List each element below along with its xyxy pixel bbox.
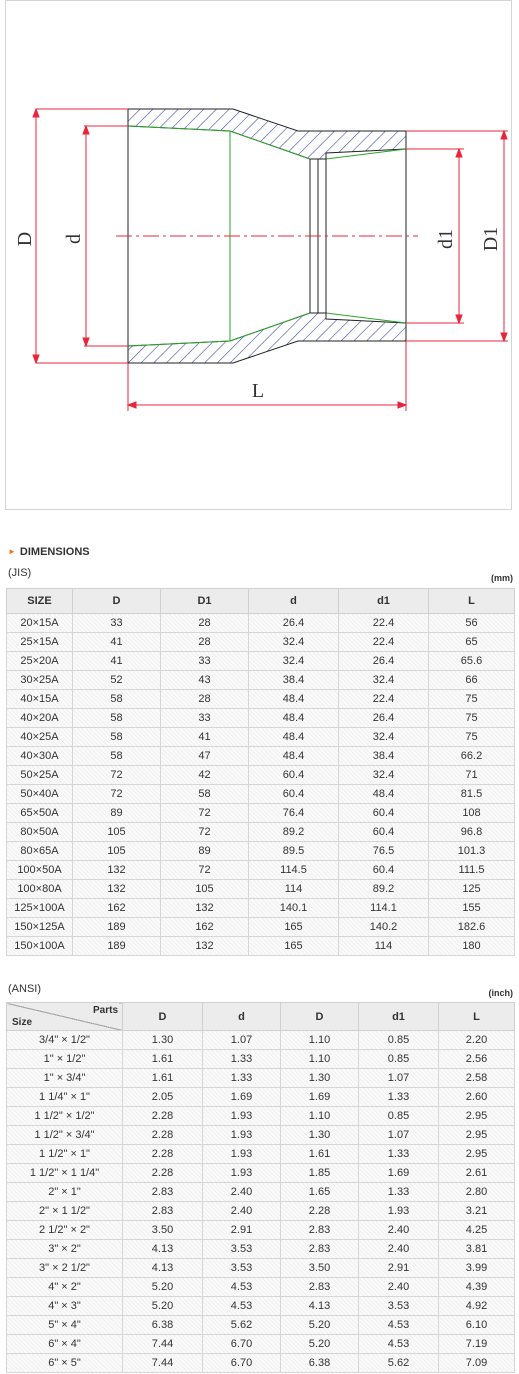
value-cell: 76.4 (249, 804, 339, 823)
value-cell: 48.4 (249, 728, 339, 747)
value-cell: 1.65 (281, 1183, 359, 1202)
table-row (7, 861, 515, 880)
value-cell: 1.33 (203, 1050, 281, 1069)
label-D1: D1 (480, 226, 502, 252)
table-row (7, 1278, 515, 1297)
value-cell: 1.33 (359, 1183, 439, 1202)
size-cell: 1 1/2" × 1 1/4" (7, 1164, 123, 1183)
value-cell: 1.69 (359, 1164, 439, 1183)
size-cell: 125×100A (7, 899, 73, 918)
value-cell: 28 (161, 690, 249, 709)
value-cell: 1.93 (203, 1145, 281, 1164)
ansi-unit: (inch) (488, 988, 513, 998)
value-cell: 6.10 (439, 1316, 515, 1335)
table-row (7, 1316, 515, 1335)
value-cell: 32.4 (249, 633, 339, 652)
value-cell: 28 (161, 633, 249, 652)
value-cell: 38.4 (339, 747, 429, 766)
size-cell: 50×40A (7, 785, 73, 804)
jis-unit: (mm) (491, 573, 513, 583)
value-cell: 3.99 (439, 1259, 515, 1278)
table-row (7, 842, 515, 861)
value-cell: 41 (73, 633, 161, 652)
value-cell: 7.44 (123, 1335, 203, 1354)
value-cell: 2.83 (281, 1240, 359, 1259)
value-cell: 189 (73, 918, 161, 937)
value-cell: 43 (161, 671, 249, 690)
value-cell: 132 (73, 861, 161, 880)
value-cell: 101.3 (429, 842, 515, 861)
table-row (7, 1164, 515, 1183)
triangle-bullet-icon: ► (8, 547, 16, 556)
value-cell: 4.13 (123, 1259, 203, 1278)
value-cell: 4.53 (359, 1335, 439, 1354)
value-cell: 1.33 (359, 1088, 439, 1107)
upper-wall (128, 109, 406, 159)
value-cell: 38.4 (249, 671, 339, 690)
value-cell: 114 (249, 880, 339, 899)
value-cell: 105 (73, 842, 161, 861)
value-cell: 2.28 (123, 1126, 203, 1145)
value-cell: 2.40 (359, 1221, 439, 1240)
value-cell: 48.4 (339, 785, 429, 804)
value-cell: 114.1 (339, 899, 429, 918)
value-cell: 32.4 (339, 671, 429, 690)
value-cell: 2.80 (439, 1183, 515, 1202)
value-cell: 125 (429, 880, 515, 899)
value-cell: 0.85 (359, 1107, 439, 1126)
value-cell: 3.53 (203, 1259, 281, 1278)
value-cell: 165 (249, 918, 339, 937)
size-cell: 3" × 2" (7, 1240, 123, 1259)
value-cell: 60.4 (249, 785, 339, 804)
value-cell: 71 (429, 766, 515, 785)
value-cell: 6.38 (281, 1354, 359, 1373)
value-cell: 32.4 (339, 728, 429, 747)
value-cell: 1.93 (203, 1126, 281, 1145)
value-cell: 1.61 (123, 1050, 203, 1069)
value-cell: 22.4 (339, 633, 429, 652)
value-cell: 4.25 (439, 1221, 515, 1240)
table-row (7, 1221, 515, 1240)
table-row (7, 1126, 515, 1145)
value-cell: 60.4 (249, 766, 339, 785)
value-cell: 48.4 (249, 709, 339, 728)
jis-header-cell: D1 (161, 589, 249, 614)
value-cell: 65.6 (429, 652, 515, 671)
value-cell: 3.53 (359, 1297, 439, 1316)
value-cell: 3.53 (203, 1240, 281, 1259)
size-cell: 1" × 1/2" (7, 1050, 123, 1069)
value-cell: 89 (73, 804, 161, 823)
size-cell: 1 1/2" × 1" (7, 1145, 123, 1164)
value-cell: 42 (161, 766, 249, 785)
size-cell: 2" × 1" (7, 1183, 123, 1202)
size-cell: 6" × 5" (7, 1354, 123, 1373)
value-cell: 1.07 (359, 1069, 439, 1088)
value-cell: 2.56 (439, 1050, 515, 1069)
value-cell: 33 (73, 614, 161, 633)
size-cell: 20×15A (7, 614, 73, 633)
value-cell: 1.93 (203, 1164, 281, 1183)
ansi-header-cell: D (123, 1003, 203, 1031)
size-cell: 40×30A (7, 747, 73, 766)
value-cell: 1.93 (203, 1107, 281, 1126)
size-cell: 3" × 2 1/2" (7, 1259, 123, 1278)
size-cell: 80×65A (7, 842, 73, 861)
jis-header-cell: SIZE (7, 589, 73, 614)
value-cell: 2.40 (203, 1183, 281, 1202)
size-cell: 150×100A (7, 937, 73, 956)
value-cell: 2.28 (123, 1164, 203, 1183)
jis-header-cell: D (73, 589, 161, 614)
value-cell: 60.4 (339, 823, 429, 842)
size-cell: 40×25A (7, 728, 73, 747)
value-cell: 2.20 (439, 1031, 515, 1050)
value-cell: 2.83 (281, 1278, 359, 1297)
jis-header-cell: L (429, 589, 515, 614)
table-row (7, 1354, 515, 1373)
value-cell: 58 (73, 709, 161, 728)
value-cell: 58 (73, 690, 161, 709)
value-cell: 4.39 (439, 1278, 515, 1297)
value-cell: 132 (73, 880, 161, 899)
value-cell: 7.09 (439, 1354, 515, 1373)
value-cell: 6.70 (203, 1354, 281, 1373)
value-cell: 72 (161, 823, 249, 842)
value-cell: 32.4 (249, 652, 339, 671)
value-cell: 165 (249, 937, 339, 956)
jis-header-row (7, 589, 515, 614)
value-cell: 3.50 (281, 1259, 359, 1278)
table-row (7, 652, 515, 671)
value-cell: 1.10 (281, 1107, 359, 1126)
ansi-header-cell: D (281, 1003, 359, 1031)
value-cell: 155 (429, 899, 515, 918)
value-cell: 22.4 (339, 614, 429, 633)
value-cell: 2.40 (359, 1278, 439, 1297)
value-cell: 2.83 (123, 1183, 203, 1202)
size-cell: 1 1/2" × 3/4" (7, 1126, 123, 1145)
size-cell: 5" × 4" (7, 1316, 123, 1335)
size-cell: 25×15A (7, 633, 73, 652)
value-cell: 182.6 (429, 918, 515, 937)
value-cell: 75 (429, 728, 515, 747)
ansi-label: (ANSI) (8, 983, 41, 995)
size-cell: 2 1/2" × 2" (7, 1221, 123, 1240)
size-cell: 1 1/4" × 1" (7, 1088, 123, 1107)
label-D: D (14, 231, 36, 247)
section-title (8, 546, 90, 558)
size-cell: 2" × 1 1/2" (7, 1202, 123, 1221)
value-cell: 1.07 (359, 1126, 439, 1145)
value-cell: 58 (73, 728, 161, 747)
value-cell: 52 (73, 671, 161, 690)
value-cell: 2.61 (439, 1164, 515, 1183)
size-cell: 4" × 3" (7, 1297, 123, 1316)
size-cell: 40×15A (7, 690, 73, 709)
value-cell: 58 (73, 747, 161, 766)
value-cell: 1.30 (281, 1126, 359, 1145)
value-cell: 65 (429, 633, 515, 652)
value-cell: 1.10 (281, 1050, 359, 1069)
value-cell: 72 (73, 785, 161, 804)
table-row (7, 804, 515, 823)
table-row (7, 1202, 515, 1221)
value-cell: 132 (161, 937, 249, 956)
jis-header-cell: d1 (339, 589, 429, 614)
value-cell: 2.40 (359, 1240, 439, 1259)
table-row (7, 1050, 515, 1069)
table-row (7, 1259, 515, 1278)
value-cell: 180 (429, 937, 515, 956)
value-cell: 5.20 (123, 1297, 203, 1316)
lower-wall (128, 313, 406, 363)
size-cell: 6" × 4" (7, 1335, 123, 1354)
value-cell: 189 (73, 937, 161, 956)
value-cell: 3.21 (439, 1202, 515, 1221)
value-cell: 4.53 (203, 1278, 281, 1297)
value-cell: 89.5 (249, 842, 339, 861)
value-cell: 32.4 (339, 766, 429, 785)
value-cell: 47 (161, 747, 249, 766)
value-cell: 2.28 (123, 1107, 203, 1126)
section-title-text: DIMENSIONS (19, 546, 90, 558)
value-cell: 1.69 (203, 1088, 281, 1107)
value-cell: 0.85 (359, 1050, 439, 1069)
value-cell: 111.5 (429, 861, 515, 880)
ansi-header-row (7, 1003, 515, 1031)
table-row (7, 918, 515, 937)
reducer-drawing (6, 1, 513, 511)
value-cell: 140.1 (249, 899, 339, 918)
value-cell: 7.19 (439, 1335, 515, 1354)
value-cell: 3.50 (123, 1221, 203, 1240)
table-row (7, 1335, 515, 1354)
ansi-header-cell: d (203, 1003, 281, 1031)
value-cell: 2.95 (439, 1107, 515, 1126)
value-cell: 2.95 (439, 1145, 515, 1164)
value-cell: 1.30 (123, 1031, 203, 1050)
jis-label: (JIS) (8, 567, 32, 579)
value-cell: 26.4 (249, 614, 339, 633)
label-d: d (63, 234, 85, 244)
ansi-header-cell: L (439, 1003, 515, 1031)
table-row (7, 1107, 515, 1126)
value-cell: 2.83 (123, 1202, 203, 1221)
value-cell: 5.62 (359, 1354, 439, 1373)
value-cell: 75 (429, 690, 515, 709)
table-row (7, 785, 515, 804)
value-cell: 1.85 (281, 1164, 359, 1183)
value-cell: 76.5 (339, 842, 429, 861)
corner-size: Size (12, 1017, 33, 1028)
value-cell: 2.60 (439, 1088, 515, 1107)
value-cell: 1.93 (359, 1202, 439, 1221)
size-cell: 40×20A (7, 709, 73, 728)
label-d1: d1 (435, 229, 457, 249)
jis-header-cell: d (249, 589, 339, 614)
value-cell: 60.4 (339, 804, 429, 823)
table-row (7, 1031, 515, 1050)
value-cell: 105 (161, 880, 249, 899)
size-cell: 3/4" × 1/2" (7, 1031, 123, 1050)
size-cell: 1 1/2" × 1/2" (7, 1107, 123, 1126)
table-row (7, 747, 515, 766)
value-cell: 66.2 (429, 747, 515, 766)
value-cell: 5.20 (123, 1278, 203, 1297)
table-row (7, 1145, 515, 1164)
value-cell: 114 (339, 937, 429, 956)
value-cell: 140.2 (339, 918, 429, 937)
value-cell: 2.91 (359, 1259, 439, 1278)
size-cell: 80×50A (7, 823, 73, 842)
size-cell: 150×125A (7, 918, 73, 937)
value-cell: 48.4 (249, 690, 339, 709)
value-cell: 33 (161, 709, 249, 728)
table-row (7, 614, 515, 633)
value-cell: 132 (161, 899, 249, 918)
corner-parts: Parts (92, 1005, 118, 1016)
value-cell: 162 (161, 918, 249, 937)
value-cell: 4.13 (281, 1297, 359, 1316)
value-cell: 114.5 (249, 861, 339, 880)
value-cell: 72 (161, 861, 249, 880)
reducer-diagram (5, 0, 512, 510)
table-row (7, 766, 515, 785)
size-cell: 25×20A (7, 652, 73, 671)
corner-header (7, 1003, 123, 1031)
value-cell: 60.4 (339, 861, 429, 880)
value-cell: 4.53 (203, 1297, 281, 1316)
value-cell: 1.69 (281, 1088, 359, 1107)
value-cell: 81.5 (429, 785, 515, 804)
table-row (7, 728, 515, 747)
value-cell: 72 (161, 804, 249, 823)
value-cell: 58 (161, 785, 249, 804)
value-cell: 1.30 (281, 1069, 359, 1088)
value-cell: 4.53 (359, 1316, 439, 1335)
table-row (7, 633, 515, 652)
value-cell: 1.07 (203, 1031, 281, 1050)
value-cell: 75 (429, 709, 515, 728)
table-row (7, 690, 515, 709)
table-row (7, 671, 515, 690)
value-cell: 2.05 (123, 1088, 203, 1107)
value-cell: 48.4 (249, 747, 339, 766)
value-cell: 41 (161, 728, 249, 747)
value-cell: 2.83 (281, 1221, 359, 1240)
label-L: L (251, 380, 265, 402)
size-cell: 1" × 3/4" (7, 1069, 123, 1088)
value-cell: 72 (73, 766, 161, 785)
jis-dimensions-table (6, 588, 515, 956)
value-cell: 28 (161, 614, 249, 633)
value-cell: 89 (161, 842, 249, 861)
size-cell: 4" × 2" (7, 1278, 123, 1297)
table-row (7, 937, 515, 956)
value-cell: 66 (429, 671, 515, 690)
table-row (7, 1240, 515, 1259)
value-cell: 2.28 (123, 1145, 203, 1164)
size-cell: 100×80A (7, 880, 73, 899)
table-row (7, 1297, 515, 1316)
value-cell: 33 (161, 652, 249, 671)
value-cell: 1.61 (123, 1069, 203, 1088)
value-cell: 1.33 (203, 1069, 281, 1088)
ansi-dimensions-table (6, 1002, 515, 1373)
value-cell: 6.70 (203, 1335, 281, 1354)
value-cell: 96.8 (429, 823, 515, 842)
value-cell: 26.4 (339, 709, 429, 728)
value-cell: 4.13 (123, 1240, 203, 1259)
value-cell: 5.62 (203, 1316, 281, 1335)
value-cell: 26.4 (339, 652, 429, 671)
value-cell: 89.2 (339, 880, 429, 899)
value-cell: 2.95 (439, 1126, 515, 1145)
value-cell: 41 (73, 652, 161, 671)
value-cell: 3.81 (439, 1240, 515, 1259)
table-row (7, 1088, 515, 1107)
table-row (7, 823, 515, 842)
table-row (7, 709, 515, 728)
size-cell: 50×25A (7, 766, 73, 785)
value-cell: 5.20 (281, 1316, 359, 1335)
value-cell: 1.61 (281, 1145, 359, 1164)
table-row (7, 1183, 515, 1202)
table-row (7, 1069, 515, 1088)
table-row (7, 880, 515, 899)
value-cell: 2.91 (203, 1221, 281, 1240)
value-cell: 6.38 (123, 1316, 203, 1335)
value-cell: 105 (73, 823, 161, 842)
value-cell: 108 (429, 804, 515, 823)
value-cell: 1.33 (359, 1145, 439, 1164)
value-cell: 2.58 (439, 1069, 515, 1088)
table-row (7, 899, 515, 918)
value-cell: 162 (73, 899, 161, 918)
value-cell: 0.85 (359, 1031, 439, 1050)
value-cell: 22.4 (339, 690, 429, 709)
size-cell: 65×50A (7, 804, 73, 823)
value-cell: 2.40 (203, 1202, 281, 1221)
value-cell: 89.2 (249, 823, 339, 842)
value-cell: 4.92 (439, 1297, 515, 1316)
size-cell: 100×50A (7, 861, 73, 880)
ansi-header-cell: d1 (359, 1003, 439, 1031)
value-cell: 5.20 (281, 1335, 359, 1354)
value-cell: 1.10 (281, 1031, 359, 1050)
size-cell: 30×25A (7, 671, 73, 690)
value-cell: 2.28 (281, 1202, 359, 1221)
value-cell: 7.44 (123, 1354, 203, 1373)
value-cell: 56 (429, 614, 515, 633)
